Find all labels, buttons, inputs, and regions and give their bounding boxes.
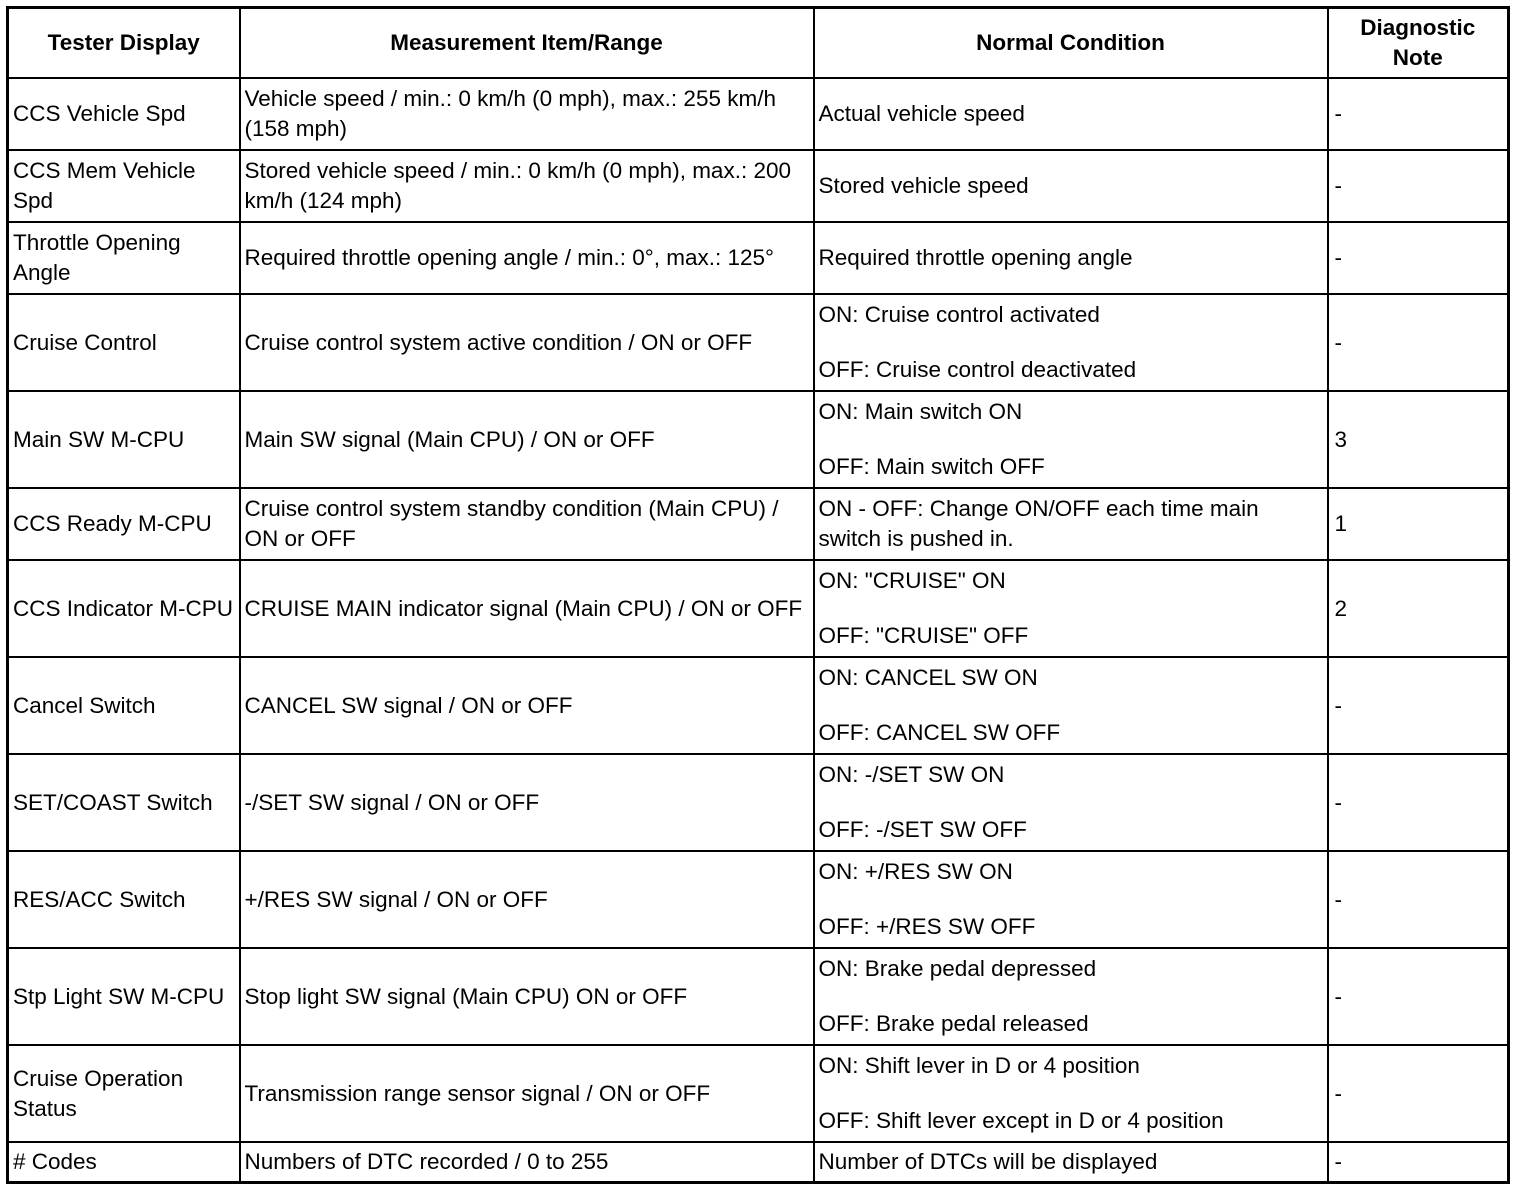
normal-condition-cell: Required throttle opening angle (814, 222, 1328, 294)
condition-off-text: OFF: CANCEL SW OFF (818, 720, 1061, 745)
header-measurement: Measurement Item/Range (240, 8, 814, 79)
tester-display-cell: Cancel Switch (8, 657, 240, 754)
diagnostic-note-cell: - (1328, 657, 1509, 754)
measurement-cell: Cruise control system standby condition (Main CPU) / ON or OFF (240, 488, 814, 560)
condition-off-text: OFF: -/SET SW OFF (818, 817, 1027, 842)
condition-off-text: OFF: Main switch OFF (818, 454, 1045, 479)
measurement-cell: Stop light SW signal (Main CPU) ON or OFF (240, 948, 814, 1045)
normal-condition-cell (814, 754, 1328, 851)
table-row (8, 754, 1509, 851)
table-row (8, 150, 1509, 222)
measurement-cell: CANCEL SW signal / ON or OFF (240, 657, 814, 754)
measurement-cell: Main SW signal (Main CPU) / ON or OFF (240, 391, 814, 488)
tester-display-cell: Throttle Opening Angle (8, 222, 240, 294)
table-row (8, 391, 1509, 488)
normal-condition-cell: Actual vehicle speed (814, 78, 1328, 150)
table-row (8, 560, 1509, 657)
condition-off-text: OFF: Shift lever except in D or 4 position (818, 1108, 1224, 1133)
tester-display-cell: SET/COAST Switch (8, 754, 240, 851)
condition-off-text: OFF: +/RES SW OFF (818, 914, 1036, 939)
measurement-cell: +/RES SW signal / ON or OFF (240, 851, 814, 948)
normal-condition-cell: Number of DTCs will be displayed (814, 1142, 1328, 1183)
tester-display-cell: RES/ACC Switch (8, 851, 240, 948)
table-row (8, 1045, 1509, 1142)
diagnostic-note-cell: 1 (1328, 488, 1509, 560)
measurement-cell: Numbers of DTC recorded / 0 to 255 (240, 1142, 814, 1183)
condition-on-text: ON: Shift lever in D or 4 position (818, 1053, 1140, 1078)
diagnostic-note-cell: - (1328, 1142, 1509, 1183)
normal-condition-cell: ON - OFF: Change ON/OFF each time main switch is pushed in. (814, 488, 1328, 560)
tester-display-cell: Cruise Operation Status (8, 1045, 240, 1142)
data-monitor-table (6, 6, 1510, 1184)
condition-on-text: ON: -/SET SW ON (818, 762, 1005, 787)
table-row (8, 294, 1509, 391)
condition-on-text: ON: CANCEL SW ON (818, 665, 1038, 690)
normal-condition-cell (814, 851, 1328, 948)
diagnostic-note-cell: - (1328, 150, 1509, 222)
measurement-cell: Cruise control system active condition / ON or OFF (240, 294, 814, 391)
condition-on-text: ON: Cruise control activated (818, 302, 1100, 327)
normal-condition-cell (814, 294, 1328, 391)
table-row (8, 78, 1509, 150)
diagnostic-note-cell: - (1328, 222, 1509, 294)
table-row (8, 948, 1509, 1045)
measurement-cell: Vehicle speed / min.: 0 km/h (0 mph), max.: 255 km/h (158 mph) (240, 78, 814, 150)
measurement-cell: Stored vehicle speed / min.: 0 km/h (0 mph), max.: 200 km/h (124 mph) (240, 150, 814, 222)
diagnostic-note-cell: - (1328, 1045, 1509, 1142)
table-row (8, 1142, 1509, 1183)
diagnostic-note-cell: 2 (1328, 560, 1509, 657)
normal-condition-cell (814, 560, 1328, 657)
condition-on-text: ON: Brake pedal depressed (818, 956, 1097, 981)
diagnostic-note-cell: - (1328, 754, 1509, 851)
diagnostic-note-cell: - (1328, 948, 1509, 1045)
normal-condition-cell (814, 657, 1328, 754)
tester-display-cell: Stp Light SW M-CPU (8, 948, 240, 1045)
measurement-cell: Transmission range sensor signal / ON or OFF (240, 1045, 814, 1142)
condition-off-text: OFF: Cruise control deactivated (818, 357, 1137, 382)
table-row (8, 222, 1509, 294)
tester-display-cell: CCS Indicator M-CPU (8, 560, 240, 657)
normal-condition-cell (814, 1045, 1328, 1142)
header-row (8, 8, 1509, 79)
condition-off-text: OFF: Brake pedal released (818, 1011, 1089, 1036)
normal-condition-cell: Stored vehicle speed (814, 150, 1328, 222)
table-row (8, 657, 1509, 754)
header-diagnostic-note: Diagnostic Note (1328, 8, 1509, 79)
measurement-cell: Required throttle opening angle / min.: 0°, max.: 125° (240, 222, 814, 294)
table-row (8, 851, 1509, 948)
measurement-cell: CRUISE MAIN indicator signal (Main CPU) / ON or OFF (240, 560, 814, 657)
condition-on-text: ON: Main switch ON (818, 399, 1023, 424)
tester-display-cell: Main SW M-CPU (8, 391, 240, 488)
measurement-cell: -/SET SW signal / ON or OFF (240, 754, 814, 851)
tester-display-cell: Cruise Control (8, 294, 240, 391)
diagnostic-note-cell: - (1328, 294, 1509, 391)
diagnostic-note-cell: - (1328, 78, 1509, 150)
diagnostic-note-cell: - (1328, 851, 1509, 948)
normal-condition-cell (814, 391, 1328, 488)
normal-condition-cell (814, 948, 1328, 1045)
condition-off-text: OFF: "CRUISE" OFF (818, 623, 1029, 648)
tester-display-cell: CCS Vehicle Spd (8, 78, 240, 150)
tester-display-cell: # Codes (8, 1142, 240, 1183)
header-normal-condition: Normal Condition (814, 8, 1328, 79)
diagnostic-note-cell: 3 (1328, 391, 1509, 488)
tester-display-cell: CCS Ready M-CPU (8, 488, 240, 560)
table-row (8, 488, 1509, 560)
condition-on-text: ON: "CRUISE" ON (818, 568, 1006, 593)
condition-on-text: ON: +/RES SW ON (818, 859, 1013, 884)
tester-display-cell: CCS Mem Vehicle Spd (8, 150, 240, 222)
header-tester-display: Tester Display (8, 8, 240, 79)
